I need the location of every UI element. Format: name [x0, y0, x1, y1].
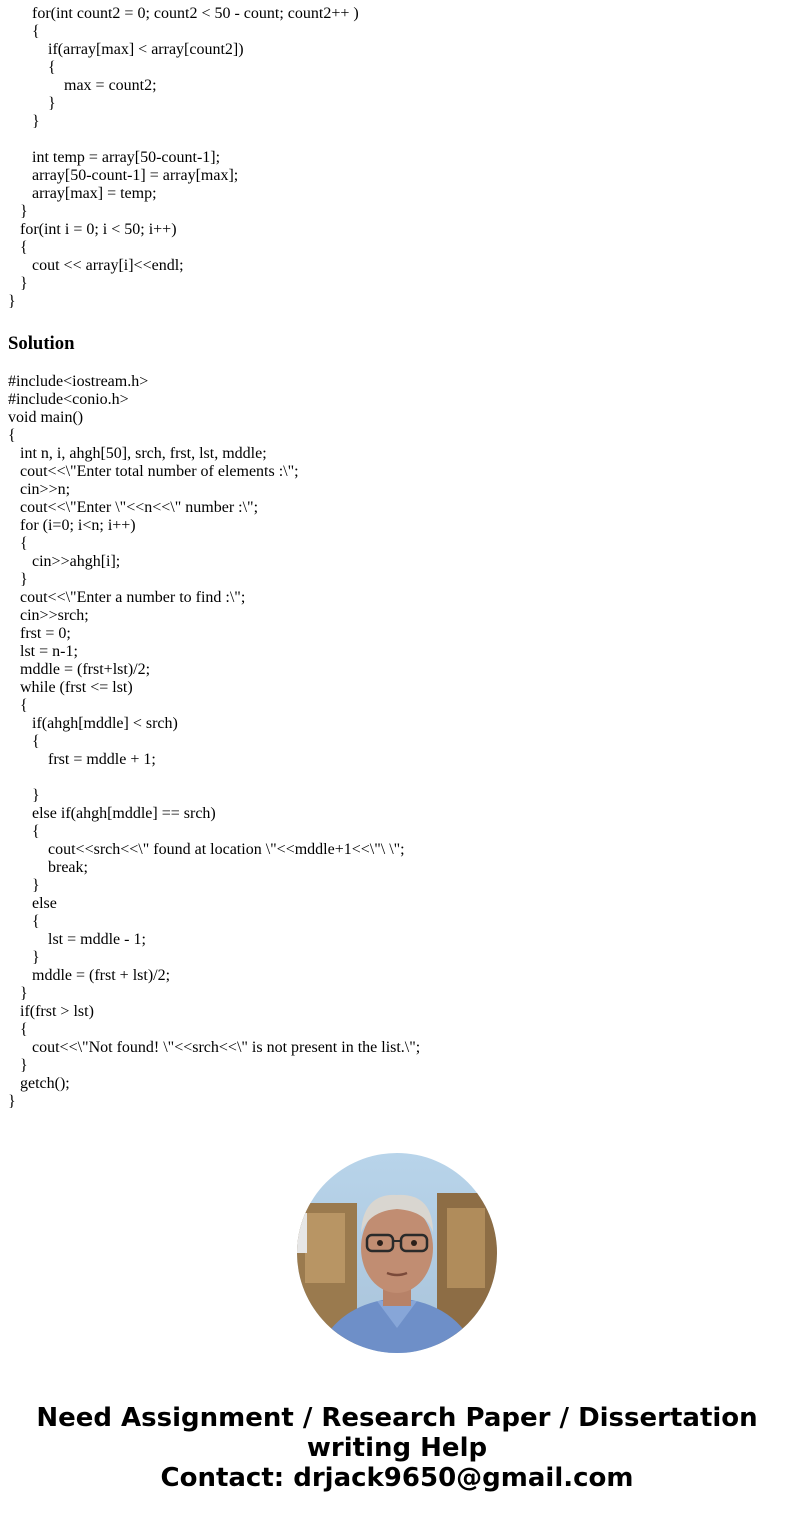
solution-heading: Solution [8, 333, 75, 354]
code-line: for (i=0; i<n; i++) [8, 517, 136, 534]
code-line: array[max] = temp; [8, 185, 157, 202]
code-line: cout<<srch<<\" found at location \"<<mddle+1<<\"\ \"; [8, 841, 405, 858]
code-line: { [8, 1021, 28, 1038]
code-line: if(ahgh[mddle] < srch) [8, 715, 178, 732]
code-line: } [8, 571, 28, 588]
code-line [8, 131, 420, 149]
code-line: cout<<\"Enter total number of elements :\"; [8, 463, 299, 480]
code-line: } [8, 95, 56, 112]
code-line: { [8, 535, 28, 552]
code-line [8, 769, 420, 787]
code-line: int n, i, ahgh[50], srch, frst, lst, mddle; [8, 445, 267, 462]
code-line: if(frst > lst) [8, 1003, 94, 1020]
code-block-top [8, 5, 420, 311]
author-photo [297, 1153, 497, 1353]
code-line: for(int i = 0; i < 50; i++) [8, 221, 177, 238]
code-line: frst = mddle + 1; [8, 751, 156, 768]
code-line: while (frst <= lst) [8, 679, 133, 696]
code-line: #include<iostream.h> [8, 373, 149, 390]
code-line: if(array[max] < array[count2]) [8, 41, 244, 58]
code-line: { [8, 823, 40, 840]
code-line: { [8, 59, 56, 76]
code-line: getch(); [8, 1075, 70, 1092]
code-line: else [8, 895, 57, 912]
code-line: } [8, 113, 40, 130]
code-line: cout << array[i]<<endl; [8, 257, 184, 274]
footer-line-1: Need Assignment / Research Paper / Dissertation [36, 1403, 758, 1433]
code-line: } [8, 1057, 28, 1074]
code-line: max = count2; [8, 77, 157, 94]
code-line: break; [8, 859, 88, 876]
code-line: mddle = (frst+lst)/2; [8, 661, 151, 678]
code-line: { [8, 733, 40, 750]
code-line: mddle = (frst + lst)/2; [8, 967, 171, 984]
code-line: lst = mddle - 1; [8, 931, 146, 948]
footer-line-2: writing Help [306, 1433, 488, 1463]
code-line: } [8, 877, 40, 894]
code-line: else if(ahgh[mddle] == srch) [8, 805, 216, 822]
code-line: } [8, 293, 16, 310]
code-line: { [8, 23, 40, 40]
code-line: cout<<\"Enter \"<<n<<\" number :\"; [8, 499, 259, 516]
code-line: lst = n-1; [8, 643, 78, 660]
code-line: } [8, 949, 40, 966]
code-document [8, 5, 420, 1111]
code-line: } [8, 275, 28, 292]
code-line: } [8, 985, 28, 1002]
code-line: { [8, 239, 28, 256]
footer-line-3: Contact: drjack9650@gmail.com [160, 1463, 634, 1493]
code-block-solution [8, 373, 420, 1111]
code-line: #include<conio.h> [8, 391, 129, 408]
code-line: cin>>ahgh[i]; [8, 553, 121, 570]
code-line: cin>>srch; [8, 607, 89, 624]
code-line: cin>>n; [8, 481, 71, 498]
code-line: { [8, 427, 16, 444]
code-line: { [8, 697, 28, 714]
code-line: array[50-count-1] = array[max]; [8, 167, 239, 184]
code-line: } [8, 787, 40, 804]
author-photo-illustration [297, 1153, 497, 1353]
code-line: { [8, 913, 40, 930]
code-line: cout<<\"Enter a number to find :\"; [8, 589, 246, 606]
code-line: frst = 0; [8, 625, 71, 642]
code-line: void main() [8, 409, 84, 426]
code-line: for(int count2 = 0; count2 < 50 - count; count2++ ) [8, 5, 359, 22]
code-line: } [8, 1093, 16, 1110]
code-line: int temp = array[50-count-1]; [8, 149, 221, 166]
contact-banner [0, 1403, 794, 1493]
code-line: cout<<\"Not found! \"<<srch<<\" is not present in the list.\"; [8, 1039, 421, 1056]
code-line: } [8, 203, 28, 220]
